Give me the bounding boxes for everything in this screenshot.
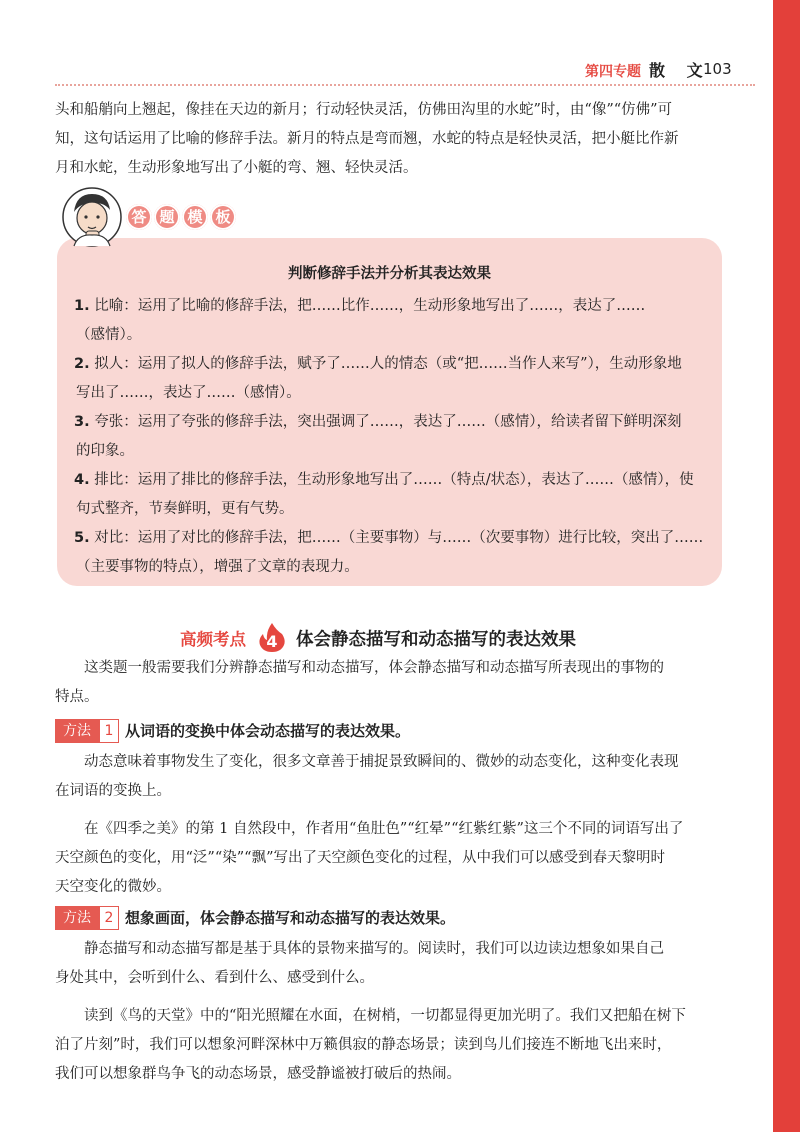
item-text: 排比：运用了排比的修辞手法，生动形象地写出了……（特点/状态），表达了……（感情），使 [94, 472, 694, 488]
text-line: 知，这句话运用了比喻的修辞手法。新月的特点是弯而翘，水蛇的特点是轻快灵活，把小艇比作新 [55, 131, 679, 147]
item-number: 2. [74, 356, 90, 372]
page-number: 103 [703, 60, 732, 78]
text-line: 这类题一般需要我们分辨静态描写和动态描写，体会静态描写和动态描写所表现出的事物的 [84, 660, 664, 676]
text-line [74, 524, 706, 553]
text-line: 泊了片刻”时，我们可以想象河畔深林中万籁俱寂的静态场景；读到鸟儿们接连不断地飞出来时， [55, 1037, 672, 1053]
page-edge-strip [773, 0, 800, 1132]
flame-number-icon [258, 622, 286, 652]
method-1-paragraph-1 [55, 748, 723, 806]
intro-paragraph [55, 96, 723, 183]
template-item [74, 292, 706, 350]
text-line [74, 408, 706, 437]
heading-char: 答 [126, 204, 152, 230]
item-continuation: （主要事物的特点），增强了文章的表现力。 [76, 559, 359, 575]
item-text: 对比：运用了对比的修辞手法，把……（主要事物）与……（次要事物）进行比较，突出了…… [94, 530, 704, 546]
template-heading-title [126, 204, 238, 230]
text-line [74, 466, 706, 495]
text-line: 身处其中，会听到什么、看到什么、感受到什么。 [55, 970, 374, 986]
frequent-point-title: 体会静态描写和动态描写的表达效果 [296, 630, 576, 650]
text-line: 在《四季之美》的第 1 自然段中，作者用“鱼肚色”“红晕”“红紫红紫”这三个不同的词语写出了 [84, 821, 684, 837]
text-line [74, 292, 706, 321]
header-section: 散 文 [649, 61, 711, 80]
item-number: 3. [74, 414, 90, 430]
frequent-point-heading [180, 620, 660, 654]
frequent-point-label: 高频考点 [180, 630, 246, 649]
item-continuation: 句式整齐，节奏鲜明，更有气势。 [76, 501, 294, 517]
heading-char: 板 [210, 204, 236, 230]
text-line: 我们可以想象群鸟争飞的动态场景，感受静谧被打破后的热闹。 [55, 1066, 461, 1082]
method-tag: 方法 [55, 906, 99, 930]
method-title: 从词语的变换中体会动态描写的表达效果。 [125, 722, 411, 740]
item-text: 比喻：运用了比喻的修辞手法，把……比作……，生动形象地写出了……，表达了…… [94, 298, 646, 314]
heading-char: 题 [154, 204, 180, 230]
item-number: 5. [74, 530, 90, 546]
text-line: 月和水蛇，生动形象地写出了小艇的弯、翘、轻快灵活。 [55, 160, 418, 176]
template-heading [60, 186, 280, 246]
text-line: 天空颜色的变化，用“泛”“染”“飘”写出了天空颜色变化的过程，从中我们可以感受到春天黎明时 [55, 850, 665, 866]
item-continuation: 的印象。 [76, 443, 134, 459]
text-line: 读到《鸟的天堂》中的“阳光照耀在水面，在树梢，一切都显得更加光明了。我们又把船在树下 [84, 1008, 686, 1024]
text-line: 在词语的变换上。 [55, 783, 171, 799]
text-line [74, 350, 706, 379]
template-item [74, 524, 706, 582]
point-intro [55, 654, 723, 712]
text-line: 天空变化的微妙。 [55, 879, 171, 895]
text-line: 动态意味着事物发生了变化，很多文章善于捕捉景致瞬间的、微妙的动态变化，这种变化表现 [84, 754, 679, 770]
text-line: 静态描写和动态描写都是基于具体的景物来描写的。阅读时，我们可以边读边想象如果自己 [84, 941, 664, 957]
item-continuation: 写出了……，表达了……（感情）。 [76, 385, 301, 401]
header-topic: 第四专题 [585, 64, 641, 80]
item-continuation: （感情）。 [76, 327, 142, 343]
text-line: 头和船艄向上翘起，像挂在天边的新月；行动轻快灵活，仿佛田沟里的水蛇”时，由“像”“仿佛”可 [55, 102, 673, 118]
item-text: 夸张：运用了夸张的修辞手法，突出强调了……，表达了……（感情），给读者留下鲜明深刻 [94, 414, 682, 430]
method-tag: 方法 [55, 719, 99, 743]
method-number: 2 [99, 906, 119, 930]
heading-char: 模 [182, 204, 208, 230]
text-line: 特点。 [55, 689, 99, 705]
template-item [74, 466, 706, 524]
method-title: 想象画面，体会静态描写和动态描写的表达效果。 [125, 909, 456, 927]
template-box [57, 238, 722, 586]
header-divider [55, 84, 755, 86]
method-1-paragraph-2 [55, 815, 723, 902]
item-text: 拟人：运用了拟人的修辞手法，赋予了……人的情态（或“把……当作人来写”），生动形象地 [94, 356, 682, 372]
template-item [74, 408, 706, 466]
method-2-paragraph-2 [55, 1002, 723, 1089]
thinking-child-icon [60, 186, 130, 248]
frequent-point-number: 4 [266, 632, 278, 651]
item-number: 1. [74, 298, 90, 314]
item-number: 4. [74, 472, 90, 488]
template-box-title: 判断修辞手法并分析其表达效果 [288, 266, 491, 282]
method-2-paragraph-1 [55, 935, 723, 993]
method-number: 1 [99, 719, 119, 743]
template-item [74, 350, 706, 408]
page-header [585, 58, 765, 82]
